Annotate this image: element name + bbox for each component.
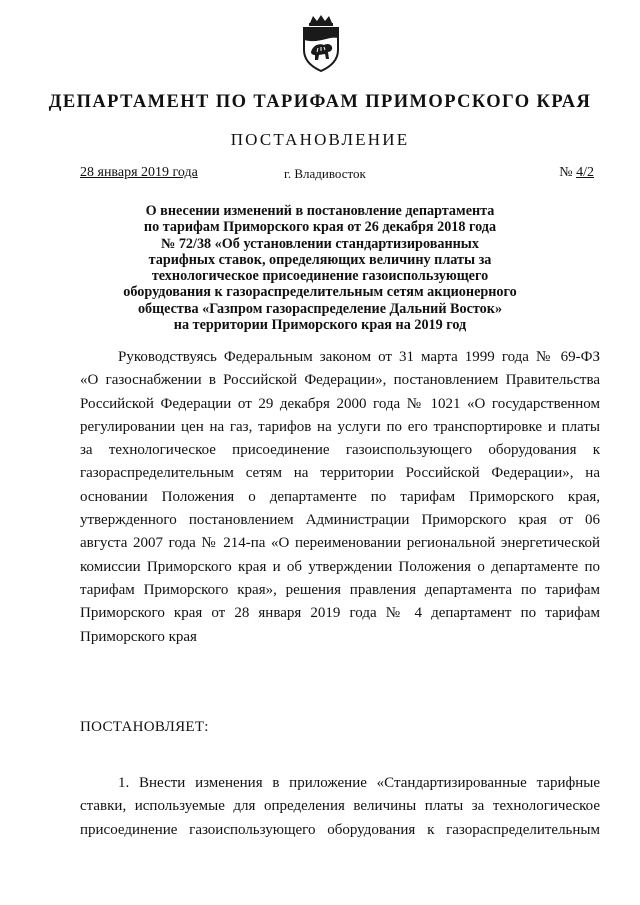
document-type: ПОСТАНОВЛЕНИЕ xyxy=(230,130,410,149)
clause-paragraph xyxy=(80,772,600,842)
document-number xyxy=(559,165,594,181)
subject-line: технологическое присоединение газоиспользующего xyxy=(151,268,489,285)
subject-line: по тарифам Приморского края от 26 декабря 2018 года xyxy=(143,219,497,236)
document-city: г. Владивосток xyxy=(284,166,366,181)
body-line: присоединение газоиспользующего оборудования к газораспределительным xyxy=(80,821,600,838)
document-date: 28 января 2019 года xyxy=(80,165,198,180)
subject-line: общества «Газпром газораспределение Дальний Восток» xyxy=(137,300,503,317)
subject-line: тарифных ставок, определяющих величину платы за xyxy=(148,251,492,268)
body-line: комиссии Приморского края и об утверждении Положения о департаменте по xyxy=(80,558,600,575)
body-line: «О газоснабжении в Российской Федерации», постановлением Правительства xyxy=(80,372,600,389)
coat-of-arms-icon xyxy=(300,14,342,72)
body-line: Приморского края от 28 января 2019 года № 4 департамент по тарифам xyxy=(80,605,600,622)
document-number-prefix: № xyxy=(559,165,577,180)
preamble-paragraph xyxy=(80,346,600,649)
body-line: августа 2007 года № 214-па «О переименовании региональной энергетической xyxy=(80,535,600,552)
document-number-value: 4/2 xyxy=(576,165,594,180)
body-line: газораспределительным сетям на территории Российской Федерации», на xyxy=(80,465,600,482)
body-line: Приморского края xyxy=(80,628,197,645)
body-line: Российской Федерации от 29 декабря 2000 года № 1021 «О государственном xyxy=(80,395,600,412)
body-line: утвержденного постановлением Администрации Приморского края от 06 xyxy=(80,512,600,529)
subject-line: оборудования к газораспределительным сетям акционерного xyxy=(123,284,517,301)
subject-line: № 72/38 «Об установлении стандартизированных xyxy=(161,235,479,252)
department-title: ДЕПАРТАМЕНТ ПО ТАРИФАМ ПРИМОРСКОГО КРАЯ xyxy=(48,92,592,112)
body-line: ставки, используемые для определения величины платы за технологическое xyxy=(80,798,600,815)
body-line: Руководствуясь Федеральным законом от 31 марта 1999 года № 69-ФЗ xyxy=(118,349,600,365)
body-line: тарифам Приморского края», решения правления департамента по тарифам xyxy=(80,581,600,598)
body-line: 1. Внести изменения в приложение «Стандартизированные тарифные xyxy=(118,775,600,791)
body-line: регулировании цен на газ, тарифов на услуги по его транспортировке и платы xyxy=(80,418,600,435)
body-line: основании Положения о департаменте по тарифам Приморского края, xyxy=(80,488,600,505)
body-line: за технологическое присоединение газоиспользующего оборудования к xyxy=(80,442,600,459)
document-subject xyxy=(100,203,540,333)
subject-line: на территории Приморского края на 2019 год xyxy=(173,317,467,334)
decree-heading: ПОСТАНОВЛЯЕТ: xyxy=(80,719,209,735)
subject-line: О внесении изменений в постановление департамента xyxy=(145,203,495,219)
